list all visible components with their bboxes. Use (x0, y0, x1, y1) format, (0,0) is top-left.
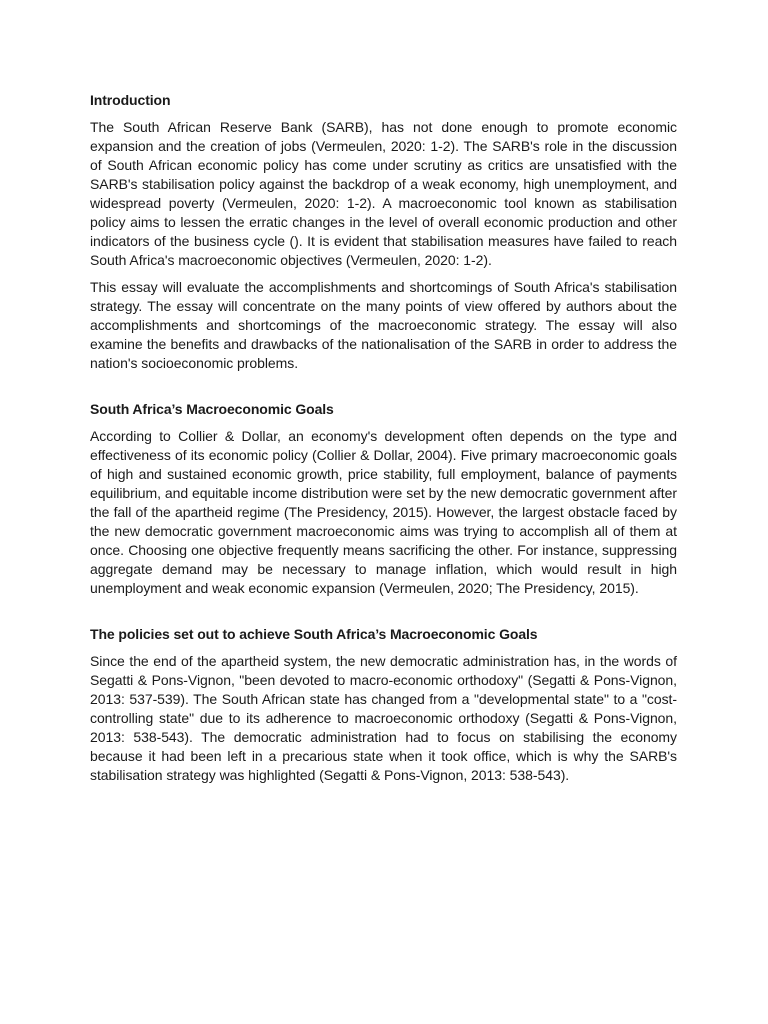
section-introduction (90, 91, 677, 373)
paragraph: This essay will evaluate the accomplishments and shortcomings of South Africa's stabilisation strategy. The essay will concentrate on the many points of view offered by authors about the accomplishments and shortcomings of the macroeconomic strategy. The essay will also examine the benefits and drawbacks of the nationalisation of the SARB in order to address the nation's socioeconomic problems. (90, 279, 677, 371)
paragraph: The South African Reserve Bank (SARB), has not done enough to promote economic expansion and the creation of jobs (Vermeulen, 2020: 1-2). The SARB's role in the discussion of South African economic policy has come under scrutiny as critics are unsatisfied with the SARB's stabilisation policy against the backdrop of a weak economy, high unemployment, and widespread poverty (Vermeulen, 2020: 1-2). A macroeconomic tool known as stabilisation policy aims to lessen the erratic changes in the level of overall economic production and other indicators of the business cycle (). It is evident that stabilisation measures have failed to reach South Africa's macroeconomic objectives (Vermeulen, 2020: 1-2). (90, 119, 677, 268)
section-heading: The policies set out to achieve South Africa’s Macroeconomic Goals (90, 626, 538, 642)
section-macroeconomic-goals (90, 400, 677, 598)
paragraph: Since the end of the apartheid system, the new democratic administration has, in the words of Segatti & Pons-Vignon, "been devoted to macro-economic orthodoxy" (Segatti & Pons-Vignon, 2013: 537-539). The South African state has changed from a "developmental state" to a "cost-controlling state" due to its adherence to macroeconomic orthodoxy (Segatti & Pons-Vignon, 2013: 538-543). The democratic administration had to focus on stabilising the economy because it had been left in a precarious state when it took office, which is why the SARB's stabilisation strategy was highlighted (Segatti & Pons-Vignon, 2013: 538-543). (90, 653, 677, 783)
section-policies (90, 625, 677, 785)
document-page (90, 91, 677, 793)
section-heading: South Africa’s Macroeconomic Goals (90, 401, 334, 417)
section-heading: Introduction (90, 92, 171, 108)
paragraph: According to Collier & Dollar, an economy's development often depends on the type and effectiveness of its economic policy (Collier & Dollar, 2004). Five primary macroeconomic goals of high and sustained economic growth, price stability, full employment, balance of payments equilibrium, and equitable income distribution were set by the new democratic government after the fall of the apartheid regime (The Presidency, 2015). However, the largest obstacle faced by the new democratic government macroeconomic aims was trying to accomplish all of them at once. Choosing one objective frequently means sacrificing the other. For instance, suppressing aggregate demand may be necessary to manage inflation, which would result in high unemployment and weak economic expansion (Vermeulen, 2020; The Presidency, 2015). (90, 428, 677, 596)
